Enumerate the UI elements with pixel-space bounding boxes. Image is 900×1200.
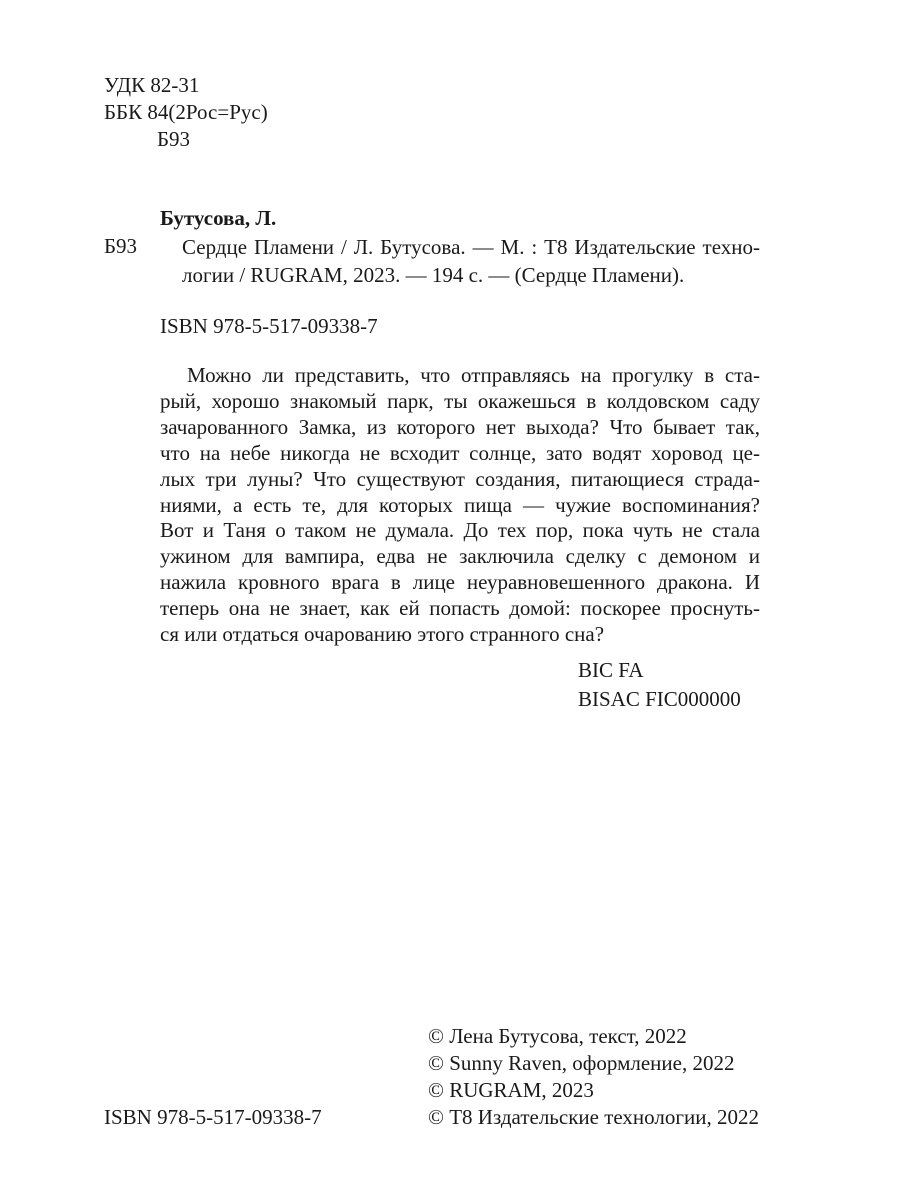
copyright-list	[428, 1023, 759, 1131]
footer-isbn: ISBN 978-5-517-09338-7	[104, 1105, 322, 1129]
annotation-line: ниями, а есть те, для которых пища — чужие воспоминания?	[160, 492, 760, 517]
record-author-mark: Б93	[104, 234, 138, 258]
record-line: Сердце Пламени / Л. Бутусова. — М. : Т8 Издательские техно-	[182, 235, 760, 259]
annotation-line: что на небе никогда не всходит солнце, зато водят хоровод це-	[160, 440, 760, 465]
annotation-line: Вот и Таня о таком не думала. До тех пор, пока чуть не стала	[160, 518, 760, 543]
copyright-line: © Sunny Raven, оформление, 2022	[428, 1051, 735, 1075]
annotation-line: теперь она не знает, как ей попасть домой: поскорее проснуть-	[160, 596, 760, 621]
annotation-line: лых три луны? Что существуют создания, питающиеся страда-	[160, 466, 760, 491]
annotation-line: рый, хорошо знакомый парк, ты окажешься в колдовском саду	[160, 388, 760, 413]
record-author: Бутусова, Л.	[160, 206, 277, 230]
copyright-line: © Лена Бутусова, текст, 2022	[428, 1024, 687, 1048]
author-mark: Б93	[157, 127, 191, 151]
annotation-line: нажила кровного врага в лице неуравновешенного дракона. И	[160, 570, 760, 595]
annotation-line: Можно ли представить, что отправляясь на прогулку в ста-	[187, 363, 760, 387]
copyright-line: © Т8 Издательские технологии, 2022	[428, 1105, 759, 1129]
copyright-line: © RUGRAM, 2023	[428, 1078, 594, 1102]
annotation-line: зачарованного Замка, из которого нет выхода? Что бывает так,	[160, 414, 760, 439]
isbn: ISBN 978-5-517-09338-7	[160, 314, 378, 338]
annotation-line: ся или отдаться очарованию этого странного сна?	[160, 622, 605, 647]
annotation	[160, 363, 760, 648]
record-description	[182, 233, 760, 289]
udk-code: УДК 82-31	[104, 73, 200, 97]
record-line: логии / RUGRAM, 2023. — 194 с. — (Сердце Пламени).	[182, 263, 685, 287]
annotation-line: ужином для вампира, едва не заключила сделку с демоном и	[160, 544, 760, 569]
bbk-code: ББК 84(2Рос=Рус)	[104, 100, 268, 124]
bic-code: BIC FA	[578, 658, 644, 682]
bisac-code: BISAC FIC000000	[578, 687, 741, 711]
